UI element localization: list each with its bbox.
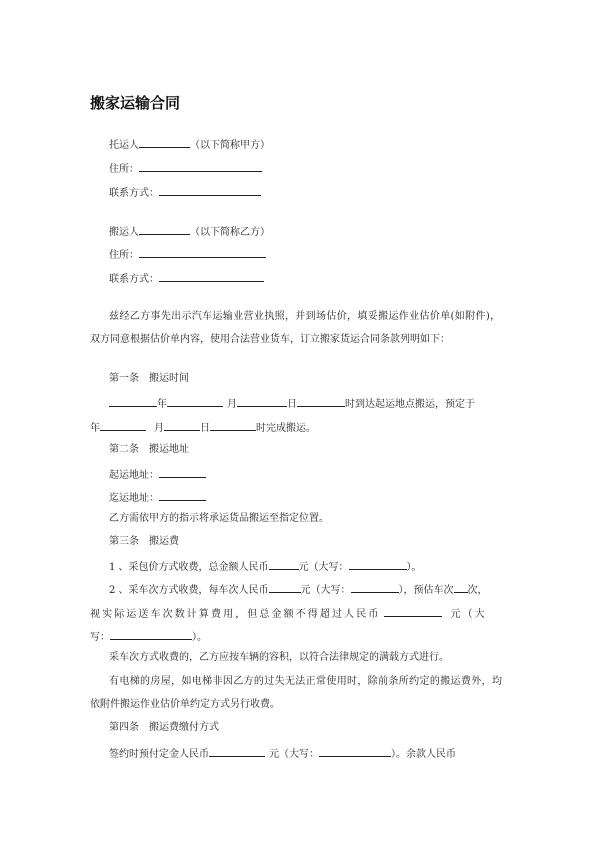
dest-address-blank[interactable]	[159, 489, 206, 501]
start-month-blank[interactable]	[167, 395, 223, 407]
fee-item-1-capital-blank[interactable]	[349, 558, 407, 570]
party-a-address-line	[109, 160, 262, 177]
fee-item-2-times: 次，	[467, 585, 488, 596]
fee-para-2-line-2: 依附件搬运作业估价单约定方式另行收费。	[90, 699, 280, 710]
fee-item-2-line-2-unit: 元（大	[450, 609, 487, 620]
article2-note: 乙方需依甲方的指示将承运货品搬运至指定位置。	[109, 513, 329, 524]
fee-item-2-unit: 元（大写：	[300, 585, 351, 596]
page-title: 搬家运输合同	[90, 94, 181, 112]
deposit-capital-blank[interactable]	[319, 745, 391, 757]
party-b-contact-blank[interactable]	[159, 270, 264, 282]
article1-finish-line	[90, 419, 316, 436]
finish-month-blank[interactable]	[164, 419, 200, 431]
article2-heading: 第二条 搬运地址	[109, 444, 189, 455]
fee-item-2-line-2	[90, 605, 487, 622]
article4-heading: 第四条 搬运费缴付方式	[109, 722, 219, 733]
fee-item-2-line-3	[90, 628, 207, 645]
party-a-contact-label: 联系方式：	[109, 188, 159, 199]
article3-heading: 第三条 搬运费	[109, 536, 179, 547]
start-day-blank[interactable]	[237, 395, 287, 407]
intro-line-1: 兹经乙方事先出示汽车运输业营业执照，并到场估价，填妥搬运作业估价单(如附件)，	[109, 311, 501, 322]
fee-item-2-max-blank[interactable]	[384, 605, 442, 617]
finish-text: 时完成搬运。	[256, 423, 316, 434]
party-a-address-blank[interactable]	[139, 160, 262, 172]
party-a-address-label: 住所：	[109, 164, 139, 175]
fee-item-2-amount-blank[interactable]	[269, 581, 301, 593]
day-label: 日	[287, 399, 297, 410]
dest-address-line	[109, 489, 206, 506]
shipper-note: （以下简称甲方）	[190, 140, 270, 151]
dest-address-label: 迄运地址：	[109, 493, 159, 504]
fee-item-2-line-3-label: 写：	[90, 632, 110, 643]
fee-item-2-mid: ），预估车次	[398, 585, 454, 596]
fee-item-2-text: 2 、采车次方式收费，每车次人民币	[109, 585, 269, 596]
shipper-label: 托运人	[109, 140, 139, 151]
fee-item-2-line-2-text: 视实际运送车次数计算费用，但总金额不得超过人民币	[90, 609, 381, 620]
mover-line	[109, 223, 270, 240]
party-b-contact-line	[109, 270, 264, 287]
finish-year-blank[interactable]	[100, 419, 146, 431]
deposit-amount-blank[interactable]	[209, 745, 265, 757]
deposit-unit: 元（大写：	[269, 749, 319, 760]
origin-address-line	[109, 466, 206, 483]
month-label: 月	[227, 399, 237, 410]
fee-item-2-line-3-end: ）。	[192, 632, 207, 643]
start-hour-blank[interactable]	[297, 395, 345, 407]
mover-label: 搬运人	[109, 227, 139, 238]
shipper-blank[interactable]	[139, 136, 190, 148]
year-label: 年	[157, 399, 167, 410]
finish-month-label: 月	[154, 423, 164, 434]
fee-para-1: 采车次方式收费的，乙方应按车辆的容积，以符合法律规定的满载方式进行。	[109, 652, 449, 663]
fee-item-2	[109, 581, 488, 598]
arrive-text: 时到达起运地点搬运，预定于	[345, 399, 475, 410]
article1-heading: 第一条 搬运时间	[109, 373, 189, 384]
fee-para-2-line-1: 有电梯的房屋，如电梯非因乙方的过失无法正常使用时，除前条所约定的搬运费外，均	[109, 676, 503, 687]
fee-item-1	[109, 558, 422, 575]
origin-address-label: 起运地址：	[109, 470, 159, 481]
deposit-line	[109, 745, 456, 762]
party-b-address-label: 住所：	[109, 250, 139, 261]
fee-item-2-max-capital-blank[interactable]	[110, 628, 192, 640]
intro-line-2: 双方同意根据估价单内容，使用合法营业货车，订立搬家货运合同条款列明如下：	[90, 334, 450, 345]
start-year-blank[interactable]	[109, 395, 157, 407]
fee-item-1-amount-blank[interactable]	[269, 558, 299, 570]
finish-year-label: 年	[90, 423, 100, 434]
fee-item-1-unit: 元（大写：	[298, 562, 349, 573]
deposit-text: 签约时预付定金人民币	[109, 749, 209, 760]
party-a-contact-line	[109, 184, 261, 201]
party-b-address-blank[interactable]	[139, 246, 266, 258]
origin-address-blank[interactable]	[159, 466, 206, 478]
shipper-line	[109, 136, 270, 153]
fee-item-2-capital-blank[interactable]	[351, 581, 399, 593]
party-b-contact-label: 联系方式：	[109, 274, 159, 285]
finish-day-label: 日	[200, 423, 210, 434]
fee-item-1-text: 1 、采包价方式收费，总金额人民币	[109, 562, 269, 573]
fee-item-1-end: ）。	[406, 562, 422, 573]
fee-item-2-times-blank[interactable]	[454, 581, 468, 593]
mover-blank[interactable]	[139, 223, 190, 235]
article1-time-line	[109, 395, 475, 412]
mover-note: （以下简称乙方）	[190, 227, 270, 238]
finish-day-blank[interactable]	[210, 419, 256, 431]
party-a-contact-blank[interactable]	[159, 184, 261, 196]
deposit-end: ）。余款人民币	[391, 749, 456, 760]
party-b-address-line	[109, 246, 266, 263]
